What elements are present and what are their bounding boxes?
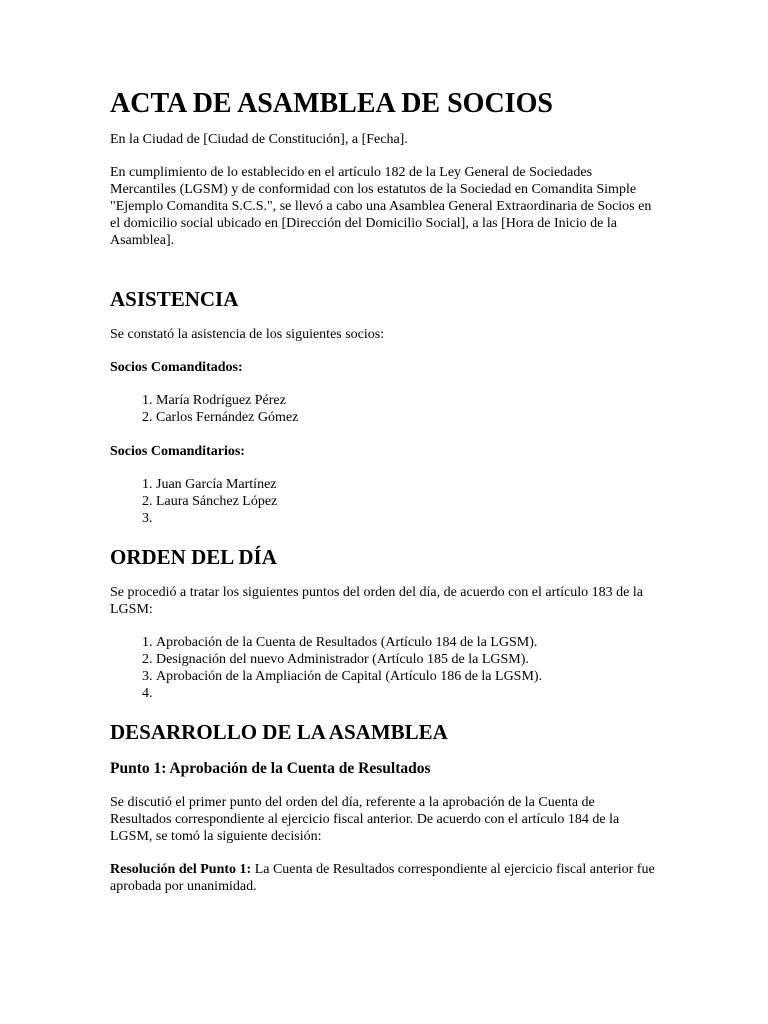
list-item: 1. María Rodríguez Pérez	[156, 392, 655, 409]
section-heading-orden: ORDEN DEL DÍA	[110, 545, 277, 569]
list-item-empty	[156, 685, 655, 702]
comanditarios-label: Socios Comanditarios:	[110, 444, 245, 459]
list-item: 2. Carlos Fernández Gómez	[156, 409, 655, 426]
list-item: 3. Aprobación de la Ampliación de Capital (Artículo 186 de la LGSM).	[156, 668, 655, 685]
asistencia-lead: Se constató la asistencia de los siguientes socios:	[110, 327, 385, 342]
punto1-resolucion	[110, 861, 655, 895]
document-title: ACTA DE ASAMBLEA DE SOCIOS	[110, 88, 553, 119]
document-body	[110, 86, 655, 911]
list-item: 1. Juan García Martínez	[156, 476, 655, 493]
intro-body: En cumplimiento de lo establecido en el artículo 182 de la Ley General de Sociedades Mercantiles (LGSM) y de conformidad con los estatutos de la Sociedad en Comandita Simple "Ejemplo Comandita S.C.S.", se llevó a cabo una Asamblea General Extraordinaria de Socios en el domicilio social ubicado en [Dirección del Domicilio Social], a las [Hora de Inicio de la Asamblea].	[110, 165, 652, 248]
intro-place-date: En la Ciudad de [Ciudad de Constitución], a [Fecha].	[110, 132, 408, 147]
orden-lead: Se procedió a tratar los siguientes puntos del orden del día, de acuerdo con el artículo 183 de la LGSM:	[110, 585, 643, 617]
list-item-empty	[156, 510, 655, 527]
orden-list	[110, 634, 655, 702]
comanditarios-list	[110, 476, 655, 527]
resolucion-label: Resolución del Punto 1:	[110, 862, 252, 877]
list-item: 1. Aprobación de la Cuenta de Resultados (Artículo 184 de la LGSM).	[156, 634, 655, 651]
comanditados-list	[110, 392, 655, 426]
section-heading-desarrollo: DESARROLLO DE LA ASAMBLEA	[110, 720, 448, 744]
resolucion-text: La Cuenta de Resultados correspondiente al ejercicio fiscal anterior fue aprobada por unanimidad.	[110, 862, 655, 894]
punto1-heading: Punto 1: Aprobación de la Cuenta de Resultados	[110, 760, 431, 777]
punto1-body: Se discutió el primer punto del orden del día, referente a la aprobación de la Cuenta de Resultados correspondiente al ejercicio fiscal anterior. De acuerdo con el artículo 184 de la LGSM, se tomó la siguiente decisión:	[110, 795, 620, 844]
section-heading-asistencia: ASISTENCIA	[110, 287, 239, 311]
list-item: 2. Designación del nuevo Administrador (Artículo 185 de la LGSM).	[156, 651, 655, 668]
list-item: 2. Laura Sánchez López	[156, 493, 655, 510]
comanditados-label: Socios Comanditados:	[110, 360, 243, 375]
